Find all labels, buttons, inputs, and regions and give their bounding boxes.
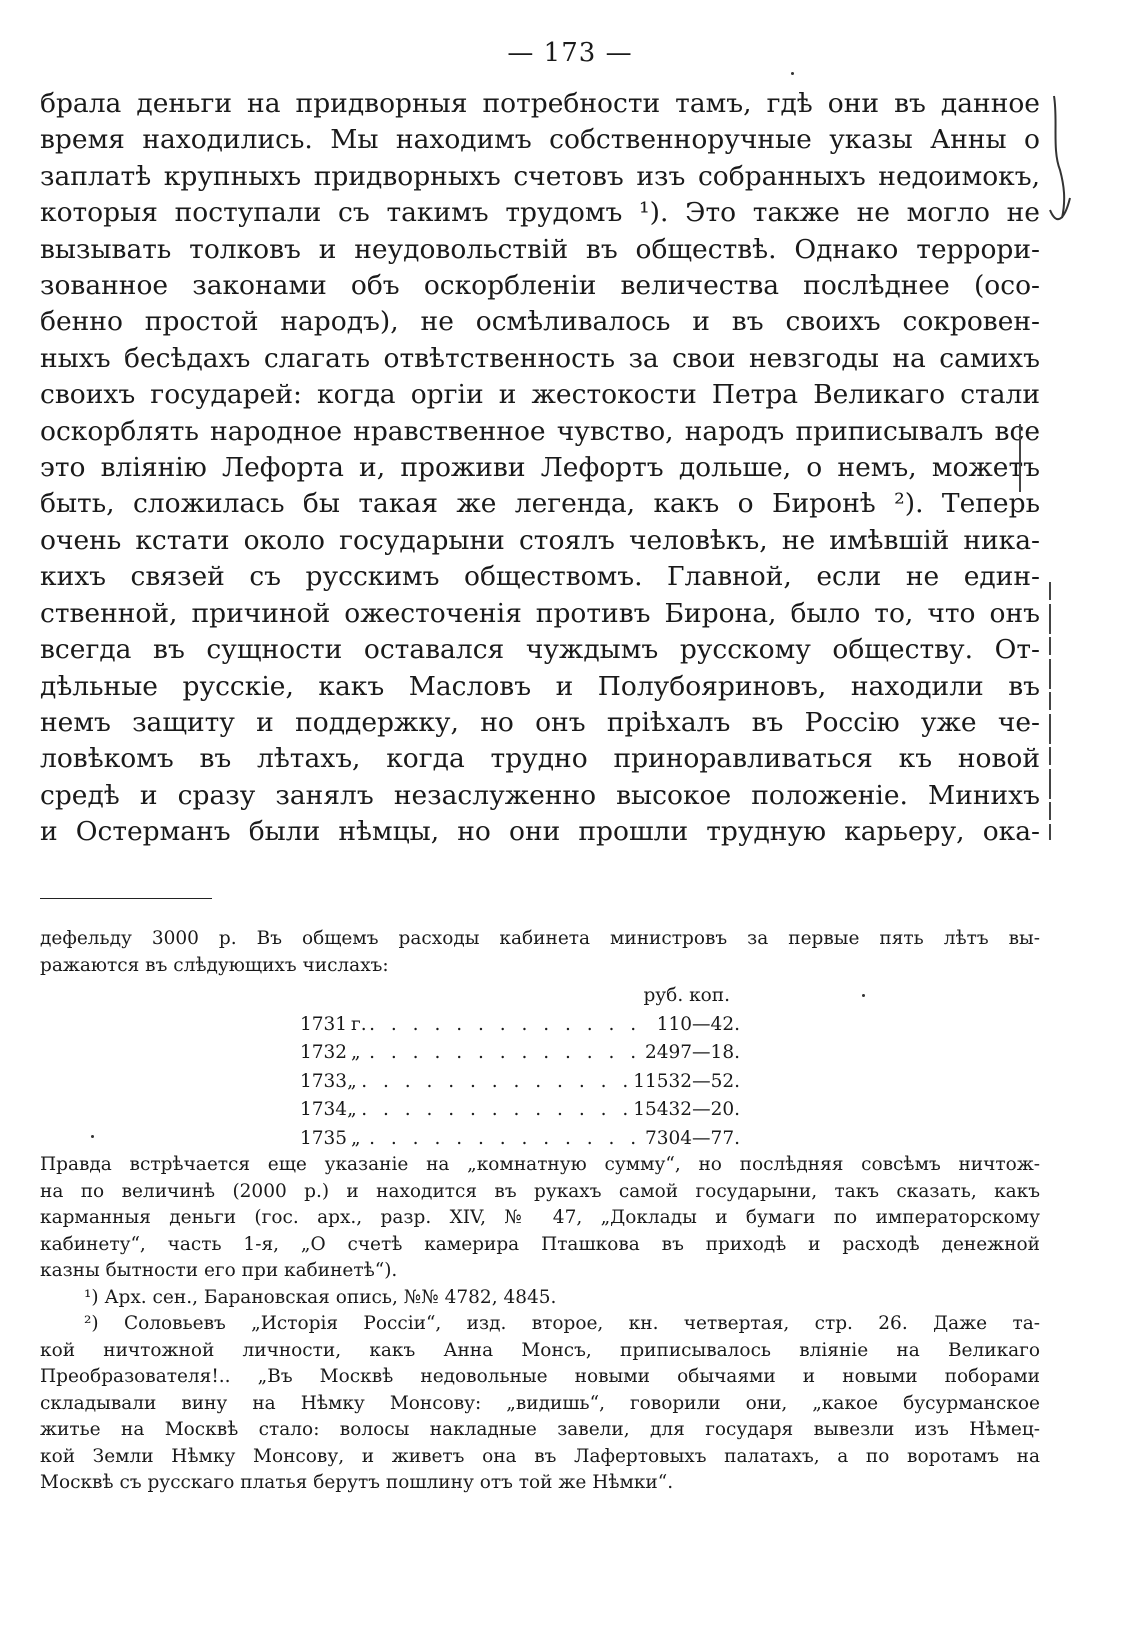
table-year: 1731 xyxy=(300,1013,348,1035)
text-line: это вліянію Лефорта и, проживи Лефортъ дольше, о немъ, можетъ xyxy=(40,452,1040,484)
text-line: оскорблять народное нравственное чувство, народъ приписывалъ все xyxy=(40,415,1040,447)
table-year: 1734 xyxy=(300,1099,348,1120)
footnote-line: складывали вину на Нѣмку Монсову: „видишь“, говорили они, „какое бусурманское xyxy=(40,1392,1040,1414)
table-marker: „ xyxy=(351,1042,361,1063)
text-line: быть, сложилась бы такая же легенда, какъ о Биронѣ ²). Теперь xyxy=(40,488,1040,520)
footnote-line: Москвѣ съ русскаго платья берутъ пошлину отъ той же Нѣмки“. xyxy=(40,1472,674,1493)
footnote-after-table xyxy=(40,1152,1040,1497)
text-line: заплатѣ крупныхъ придворныхъ счетовъ изъ собранныхъ недоимокъ, xyxy=(40,160,1040,192)
table-marker: г. xyxy=(351,1013,367,1035)
text-line: брала деньги на придворныя потребности тамъ, гдѣ они въ данное xyxy=(40,88,1040,119)
footnote-2-line: ²) Соловьевъ „Исторія Россіи“, изд. второе, кн. четвертая, стр. 26. Даже та- xyxy=(84,1313,1040,1334)
footnote-continuation xyxy=(40,926,1040,979)
table-row xyxy=(300,1096,740,1125)
table-year: 1733 xyxy=(300,1070,348,1092)
text-line: которыя поступали съ такимъ трудомъ ¹). Это также не могло не xyxy=(40,197,1040,229)
table-dots: . . . . . . . . . . . . . xyxy=(361,1070,634,1092)
table-amount: 7304—77. xyxy=(644,1127,740,1149)
text-line: зованное законами объ оскорбленіи величества послѣднее (осо- xyxy=(40,270,1040,302)
expense-table xyxy=(300,982,740,1153)
table-dots: . . . . . . . . . . . . . xyxy=(361,1099,634,1120)
text-line: ныхъ бесѣдахъ слагать отвѣтственность за свои невзгоды на самихъ xyxy=(40,342,1040,374)
table-row xyxy=(300,1039,740,1068)
table-dots: . . . . . . . . . . . . . xyxy=(369,1127,642,1149)
footnote-1: ¹) Арх. сен., Барановская опись, №№ 4782, 4845. xyxy=(84,1286,557,1308)
footnote-line: казны бытности его при кабинетѣ“). xyxy=(40,1260,398,1281)
main-text xyxy=(40,86,1040,851)
table-marker: „ xyxy=(351,1127,361,1149)
text-line: дѣльные русскіе, какъ Масловъ и Полубояриновъ, находили въ xyxy=(40,670,1040,702)
table-marker: „ xyxy=(347,1070,357,1092)
footnote-line: житье на Москвѣ стало: волосы накладные завели, для государя вывезли изъ Нѣмец- xyxy=(40,1419,1040,1440)
footnote-line: Правда встрѣчается еще указаніе на „комнатную сумму“, но послѣдняя совсѣмъ ничтож- xyxy=(40,1154,1040,1175)
text-line: ственной, причиной ожесточенія противъ Бирона, было то, что онъ xyxy=(40,597,1040,629)
table-year: 1735 xyxy=(300,1127,348,1149)
margin-line-mark xyxy=(1010,420,1030,500)
table-header: руб. коп. xyxy=(643,985,730,1006)
footnote-line: дефельду 3000 р. Въ общемъ расходы кабинета министровъ за первые пять лѣтъ вы- xyxy=(40,928,1040,949)
text-line: время находились. Мы находимъ собственноручные указы Анны о xyxy=(40,124,1040,156)
footnote-line: кой Земли Нѣмку Монсову, и живетъ она въ Лафертовыхъ палатахъ, а по воротамъ на xyxy=(40,1445,1040,1467)
text-line: всегда въ сущности оставался чуждымъ русскому обществу. От- xyxy=(40,634,1040,666)
text-line: очень кстати около государыни стоялъ человѣкъ, не имѣвшій ника- xyxy=(40,524,1040,556)
text-line: своихъ государей: когда оргіи и жестокости Петра Великаго стали xyxy=(40,379,1040,411)
text-line: средѣ и сразу занялъ незаслуженно высокое положеніе. Минихъ xyxy=(40,779,1040,811)
footnote-line: на по величинѣ (2000 р.) и находится въ рукахъ самой государыни, такъ сказать, какъ xyxy=(40,1180,1040,1202)
scan-speck xyxy=(862,994,865,997)
scan-speck xyxy=(791,72,794,75)
table-row xyxy=(300,1125,740,1154)
table-dots: . . . . . . . . . . . . . xyxy=(369,1042,642,1063)
table-marker: „ xyxy=(347,1099,357,1120)
footnote-line: ражаются въ слѣдующихъ числахъ: xyxy=(40,954,389,976)
margin-brace-mark xyxy=(1040,90,1080,240)
footnote-rule xyxy=(40,898,212,899)
text-line: вызывать толковъ и неудовольствій въ обществѣ. Однако террори- xyxy=(40,233,1040,265)
text-line: и Остерманъ были нѣмцы, но они прошли трудную карьеру, ока- xyxy=(40,816,1040,848)
footnote-line: Преобразователя!.. „Въ Москвѣ недовольные новыми обычаями и новыми поборами xyxy=(40,1366,1040,1387)
scan-speck xyxy=(91,1135,94,1138)
text-line: бенно простой народъ), не осмѣливалось и въ своихъ сокровен- xyxy=(40,306,1040,338)
table-row xyxy=(300,1011,740,1040)
page-number: — 173 — xyxy=(507,38,633,68)
margin-line-mark-long xyxy=(1040,578,1060,848)
table-dots: . . . . . . . . . . . . . xyxy=(369,1013,642,1035)
table-amount: 15432—20. xyxy=(633,1099,740,1120)
table-row xyxy=(300,1068,740,1097)
footnote-line: карманныя деньги (гос. арх., разр. XIV, № 47, „Доклады и бумаги по императорскому xyxy=(40,1207,1040,1228)
table-amount: 2497—18. xyxy=(644,1042,740,1063)
table-year: 1732 xyxy=(300,1042,348,1063)
table-amount: 110—42. xyxy=(656,1013,740,1035)
text-line: немъ защиту и поддержку, но онъ пріѣхалъ въ Россію уже че- xyxy=(40,706,1040,738)
text-line: кихъ связей съ русскимъ обществомъ. Главной, если не един- xyxy=(40,561,1040,593)
text-line: ловѣкомъ въ лѣтахъ, когда трудно приноравливаться къ новой xyxy=(40,743,1040,775)
table-amount: 11532—52. xyxy=(633,1070,740,1092)
footnote-line: кой ничтожной личности, какъ Анна Монсъ, приписывалось вліяніе на Великаго xyxy=(40,1339,1040,1361)
footnote-line: кабинету“, часть 1-я, „О счетѣ камерира Пташкова въ приходѣ и расходѣ денежной xyxy=(40,1233,1040,1255)
